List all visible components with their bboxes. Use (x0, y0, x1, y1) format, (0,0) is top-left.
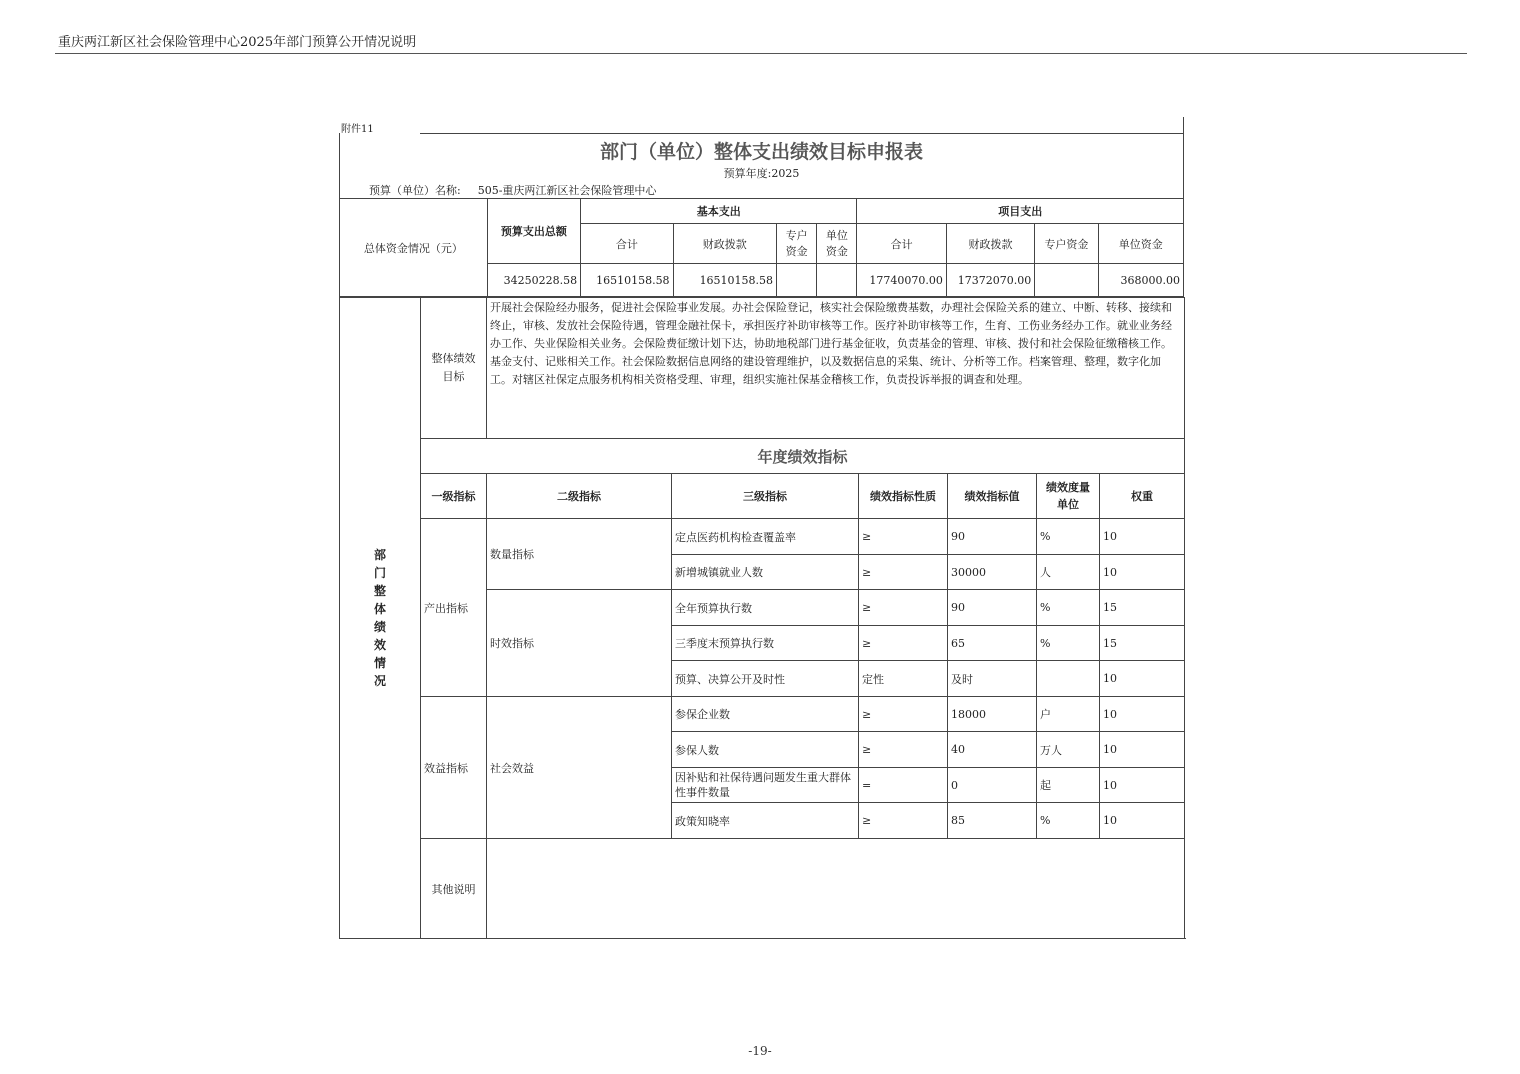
level1-benefit: 效益指标 (421, 697, 487, 839)
col-nature: 绩效指标性质 (859, 474, 948, 519)
project-special-header: 专户资金 (1035, 224, 1098, 264)
indicator-name: 定点医药机构检查覆盖率 (672, 519, 859, 555)
header-divider (55, 53, 1467, 54)
indicator-value: 40 (948, 732, 1037, 768)
total-budget-header: 预算支出总额 (487, 199, 580, 264)
total-budget-value: 34250228.58 (487, 264, 580, 297)
basic-fiscal-value: 16510158.58 (673, 264, 776, 297)
project-unit-value: 368000.00 (1098, 264, 1183, 297)
attachment-label: 附件11 (341, 124, 374, 135)
sheet-top-rule (420, 133, 1184, 134)
indicator-unit: % (1037, 590, 1100, 626)
unit-name-value: 505-重庆两江新区社会保险管理中心 (477, 184, 657, 197)
indicator-unit: % (1037, 626, 1100, 661)
project-special-value (1035, 264, 1098, 297)
form-title: 部门（单位）整体支出绩效目标申报表 (599, 141, 923, 163)
indicator-weight: 10 (1100, 555, 1185, 590)
indicator-weight: 10 (1100, 519, 1185, 555)
col-unit: 绩效度量 单位 (1037, 474, 1100, 519)
indicator-value: 85 (948, 803, 1037, 839)
basic-special-header: 专户 资金 (777, 224, 817, 264)
indicator-name: 参保企业数 (672, 697, 859, 732)
level2-quantity: 数量指标 (487, 519, 672, 590)
indicator-name: 三季度末预算执行数 (672, 626, 859, 661)
indicator-name: 政策知晓率 (672, 803, 859, 839)
indicator-name: 全年预算执行数 (672, 590, 859, 626)
basic-unit-header: 单位 资金 (817, 224, 857, 264)
indicator-value: 0 (948, 768, 1037, 803)
project-subtotal-value: 17740070.00 (857, 264, 946, 297)
table-row (340, 697, 1185, 732)
project-fiscal-value: 17372070.00 (946, 264, 1034, 297)
performance-form-sheet (339, 117, 1184, 939)
annual-indicators-title: 年度绩效指标 (421, 439, 1185, 474)
basic-fiscal-header: 财政拨款 (673, 224, 776, 264)
indicator-weight: 15 (1100, 590, 1185, 626)
col-value: 绩效指标值 (948, 474, 1037, 519)
project-unit-header: 单位资金 (1098, 224, 1183, 264)
indicator-unit: 人 (1037, 555, 1100, 590)
indicator-unit: % (1037, 803, 1100, 839)
indicator-weight: 10 (1100, 732, 1185, 768)
col-level1: 一级指标 (421, 474, 487, 519)
funds-row-label: 总体资金情况（元） (340, 199, 488, 297)
indicator-name: 预算、决算公开及时性 (672, 661, 859, 697)
indicator-weight: 10 (1100, 768, 1185, 803)
indicator-value: 18000 (948, 697, 1037, 732)
indicator-unit (1037, 661, 1100, 697)
project-fiscal-header: 财政拨款 (946, 224, 1034, 264)
indicator-value: 65 (948, 626, 1037, 661)
unit-name-label: 预算（单位）名称: (369, 184, 461, 197)
table-row (340, 519, 1185, 555)
indicator-nature: ≥ (859, 590, 948, 626)
indicator-weight: 10 (1100, 661, 1185, 697)
other-notes-content (487, 839, 1185, 939)
project-expenditure-header: 项目支出 (857, 199, 1184, 224)
col-level3: 三级指标 (672, 474, 859, 519)
indicator-weight: 10 (1100, 697, 1185, 732)
indicator-unit: 起 (1037, 768, 1100, 803)
overall-goal-label: 整体绩效 目标 (421, 298, 487, 439)
indicator-name: 参保人数 (672, 732, 859, 768)
performance-table (339, 297, 1185, 939)
document-header-title: 重庆两江新区社会保险管理中心2025年部门预算公开情况说明 (58, 35, 417, 50)
indicator-weight: 15 (1100, 626, 1185, 661)
basic-special-value (777, 264, 817, 297)
basic-unit-value (817, 264, 857, 297)
indicator-name: 新增城镇就业人数 (672, 555, 859, 590)
indicator-unit: % (1037, 519, 1100, 555)
col-weight: 权重 (1100, 474, 1185, 519)
funds-table (339, 198, 1184, 297)
basic-subtotal-header: 合计 (581, 224, 673, 264)
indicator-nature: ≥ (859, 697, 948, 732)
budget-year: 预算年度:2025 (723, 167, 800, 180)
col-level2: 二级指标 (487, 474, 672, 519)
indicator-nature: ≥ (859, 626, 948, 661)
indicator-nature: ≥ (859, 732, 948, 768)
overall-goal-text: 开展社会保险经办服务，促进社会保险事业发展。办社会保险登记，核实社会保险缴费基数，办理社会保险关系的建立、中断、转移、接续和终止，审核、发放社会保险待遇，管理金融社保卡，承担医疗补助审核等工作。医疗补助审核等工作，生育、工伤业务经办工作。就业业务经办工作、失业保险相关业务。会保险费征缴计划下达，协助地税部门进行基金征收，负责基金的管理、审核、拨付和社会保险征缴稽核工作。基金支付、记账相关工作。社会保险数据信息网络的建设管理维护，以及数据信息的采集、统计、分析等工作。档案管理、整理，数字化加工。对辖区社保定点服务机构相关资格受理、审理，组织实施社保基金稽核工作，负责投诉举报的调查和处理。 (487, 298, 1185, 439)
indicator-nature: 定性 (859, 661, 948, 697)
level2-timeliness: 时效指标 (487, 590, 672, 697)
other-notes-label: 其他说明 (421, 839, 487, 939)
indicator-nature: ≥ (859, 519, 948, 555)
indicator-value: 90 (948, 519, 1037, 555)
level2-social-benefit: 社会效益 (487, 697, 672, 839)
indicator-value: 90 (948, 590, 1037, 626)
basic-expenditure-header: 基本支出 (581, 199, 857, 224)
page-number: -19- (748, 1044, 772, 1058)
indicator-unit: 户 (1037, 697, 1100, 732)
indicator-weight: 10 (1100, 803, 1185, 839)
basic-subtotal-value: 16510158.58 (581, 264, 673, 297)
department-performance-side-label: 部 门 整 体 绩 效 情 况 (340, 298, 421, 939)
indicator-nature: ≥ (859, 803, 948, 839)
indicator-value: 及时 (948, 661, 1037, 697)
indicator-name: 因补贴和社保待遇问题发生重大群体性事件数量 (672, 768, 859, 803)
project-subtotal-header: 合计 (857, 224, 946, 264)
indicator-value: 30000 (948, 555, 1037, 590)
indicator-unit: 万人 (1037, 732, 1100, 768)
unit-name-line (369, 182, 656, 198)
indicator-nature: = (859, 768, 948, 803)
indicator-nature: ≥ (859, 555, 948, 590)
level1-output: 产出指标 (421, 519, 487, 697)
